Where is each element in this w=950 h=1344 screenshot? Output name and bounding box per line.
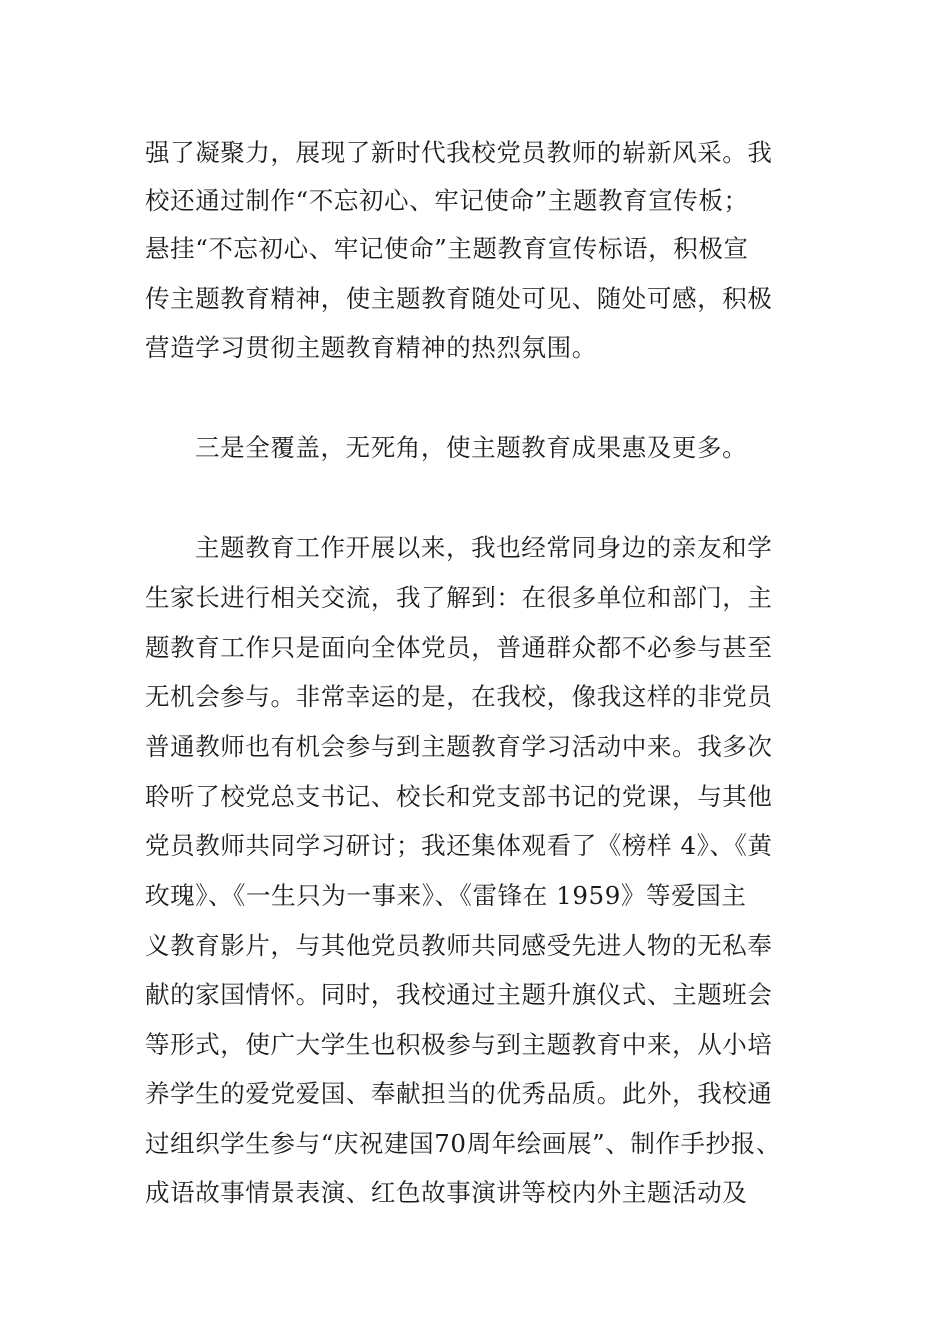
text-line: 普通教师也有机会参与到主题教育学习活动中来。我多次	[145, 732, 773, 761]
section-heading: 三是全覆盖，无死角，使主题教育成果惠及更多。	[195, 433, 748, 462]
text-line: 过组织学生参与“庆祝建国70周年绘画展”、制作手抄报、	[145, 1129, 781, 1158]
text-line: 成语故事情景表演、红色故事演讲等校内外主题活动及	[145, 1178, 748, 1207]
text-line: 等形式，使广大学生也积极参与到主题教育中来，从小培	[145, 1030, 773, 1059]
text-line: 校还通过制作“不忘初心、牢记使命”主题教育宣传板；	[145, 186, 749, 215]
text-line: 营造学习贯彻主题教育精神的热烈氛围。	[145, 333, 597, 362]
text-line: 玫瑰》、《一生只为一事来》、《雷锋在 1959》等爱国主	[145, 881, 747, 910]
text-line: 传主题教育精神，使主题教育随处可见、随处可感，积极	[145, 284, 773, 313]
text-line: 献的家国情怀。同时，我校通过主题升旗仪式、主题班会	[145, 980, 773, 1009]
text-line: 悬挂“不忘初心、牢记使命”主题教育宣传标语，积极宣	[145, 234, 749, 263]
text-line: 无机会参与。非常幸运的是，在我校，像我这样的非党员	[145, 682, 773, 711]
text-line: 题教育工作只是面向全体党员，普通群众都不必参与甚至	[145, 633, 773, 662]
text-line: 党员教师共同学习研讨；我还集体观看了《榜样 4》、《黄	[145, 831, 773, 860]
text-line: 聆听了校党总支书记、校长和党支部书记的党课，与其他	[145, 782, 773, 811]
text-line: 义教育影片，与其他党员教师共同感受先进人物的无私奉	[145, 931, 773, 960]
text-line: 养学生的爱党爱国、奉献担当的优秀品质。此外，我校通	[145, 1079, 773, 1108]
text-line: 生家长进行相关交流，我了解到：在很多单位和部门，主	[145, 583, 773, 612]
text-line: 主题教育工作开展以来，我也经常同身边的亲友和学	[195, 533, 773, 562]
text-line: 强了凝聚力，展现了新时代我校党员教师的崭新风采。我	[145, 138, 773, 167]
